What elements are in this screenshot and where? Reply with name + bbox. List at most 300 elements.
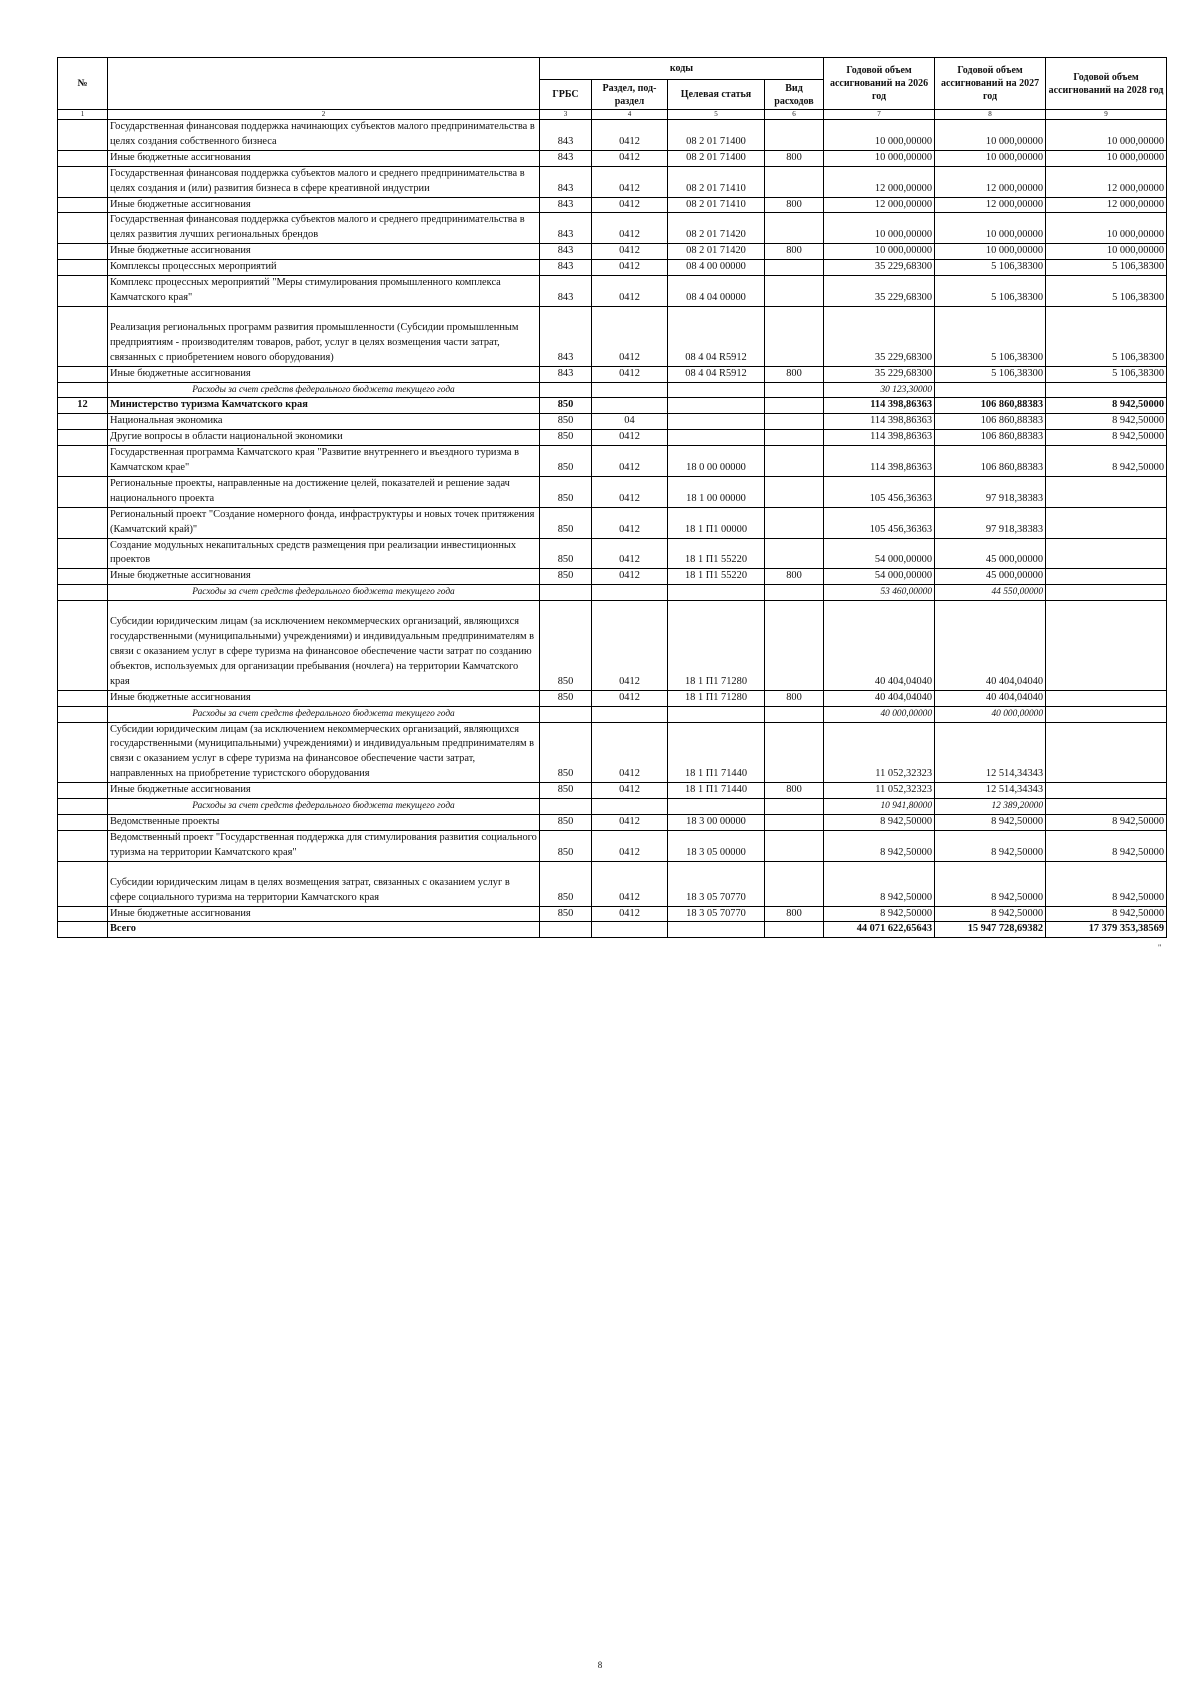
cell-no: [58, 150, 108, 166]
cell-2027: 10 000,00000: [935, 213, 1046, 244]
cell-grbs: [540, 922, 592, 938]
budget-table: [57, 57, 1167, 938]
table-row: [58, 799, 1167, 815]
cell-name: Иные бюджетные ассигнования: [108, 244, 540, 260]
cell-2026: 8 942,50000: [824, 814, 935, 830]
cell-name: Иные бюджетные ассигнования: [108, 150, 540, 166]
col-header-expense-type: Вид расходов: [765, 80, 824, 110]
cell-name: Министерство туризма Камчатского края: [108, 398, 540, 414]
table-row: [58, 260, 1167, 276]
cell-no: [58, 382, 108, 398]
cell-target: 08 2 01 71410: [668, 197, 765, 213]
cell-target: 18 3 05 00000: [668, 830, 765, 861]
table-end-mark: ": [1158, 943, 1162, 952]
cell-2027: 106 860,88383: [935, 414, 1046, 430]
table-body: [58, 120, 1167, 938]
cell-name: Расходы за счет средств федерального бюджета текущего года: [108, 799, 540, 815]
column-number: 3: [540, 110, 592, 120]
cell-name: Иные бюджетные ассигнования: [108, 690, 540, 706]
cell-2027: 5 106,38300: [935, 366, 1046, 382]
cell-2026: 10 000,00000: [824, 244, 935, 260]
cell-2028: [1046, 601, 1167, 691]
cell-section: 0412: [592, 601, 668, 691]
cell-grbs: 843: [540, 166, 592, 197]
col-header-no: №: [58, 58, 108, 110]
table-row: [58, 922, 1167, 938]
cell-no: [58, 861, 108, 906]
cell-section: 0412: [592, 120, 668, 151]
cell-expense-type: [765, 706, 824, 722]
cell-name: Создание модульных некапитальных средств размещения при реализации инвестиционных проектов: [108, 538, 540, 569]
cell-target: 18 1 00 00000: [668, 476, 765, 507]
cell-expense-type: [765, 922, 824, 938]
column-number: 6: [765, 110, 824, 120]
cell-2028: 5 106,38300: [1046, 366, 1167, 382]
cell-expense-type: [765, 414, 824, 430]
cell-target: 18 1 П1 55220: [668, 538, 765, 569]
cell-2026: 44 071 622,65643: [824, 922, 935, 938]
cell-target: [668, 799, 765, 815]
cell-target: 18 1 П1 00000: [668, 507, 765, 538]
cell-expense-type: [765, 814, 824, 830]
cell-2028: 8 942,50000: [1046, 814, 1167, 830]
cell-2027: 45 000,00000: [935, 569, 1046, 585]
cell-grbs: 843: [540, 260, 592, 276]
cell-2028: 8 942,50000: [1046, 861, 1167, 906]
cell-2026: 8 942,50000: [824, 861, 935, 906]
cell-2026: 105 456,36363: [824, 507, 935, 538]
cell-no: [58, 120, 108, 151]
table-row: [58, 430, 1167, 446]
document-page: [57, 57, 1166, 938]
cell-2026: 35 229,68300: [824, 366, 935, 382]
cell-2028: [1046, 690, 1167, 706]
cell-2026: 10 000,00000: [824, 150, 935, 166]
cell-grbs: [540, 585, 592, 601]
cell-2028: 10 000,00000: [1046, 120, 1167, 151]
cell-section: 0412: [592, 722, 668, 783]
cell-2026: 35 229,68300: [824, 276, 935, 307]
cell-name: Государственная программа Камчатского края "Развитие внутреннего и въездного туризма в Камчатском крае": [108, 446, 540, 477]
cell-expense-type: 800: [765, 197, 824, 213]
cell-target: 18 3 05 70770: [668, 861, 765, 906]
cell-section: [592, 398, 668, 414]
cell-2027: 45 000,00000: [935, 538, 1046, 569]
table-row: [58, 244, 1167, 260]
cell-2026: 114 398,86363: [824, 446, 935, 477]
cell-grbs: 850: [540, 861, 592, 906]
cell-grbs: 850: [540, 430, 592, 446]
cell-expense-type: [765, 722, 824, 783]
cell-2026: 10 941,80000: [824, 799, 935, 815]
cell-name: Государственная финансовая поддержка субъектов малого и среднего предпринимательства в целях развития лучших региональных брендов: [108, 213, 540, 244]
column-number: 7: [824, 110, 935, 120]
cell-section: 0412: [592, 507, 668, 538]
cell-section: 0412: [592, 276, 668, 307]
cell-grbs: 850: [540, 507, 592, 538]
col-header-codes: коды: [540, 58, 824, 80]
cell-name: Иные бюджетные ассигнования: [108, 197, 540, 213]
cell-name: Субсидии юридическим лицам (за исключением некоммерческих организаций, являющихся государственными (муниципальными) учреждениями) и индивидуальным предпринимателям в связи с оказанием услуг в сфере туризма на финансовое обеспечение части затрат, направленных на приобретение туристского оборудования: [108, 722, 540, 783]
cell-2027: 97 918,38383: [935, 507, 1046, 538]
cell-2026: 10 000,00000: [824, 120, 935, 151]
cell-2027: 10 000,00000: [935, 244, 1046, 260]
cell-2028: [1046, 538, 1167, 569]
cell-2027: 8 942,50000: [935, 861, 1046, 906]
page-number: 8: [597, 1660, 603, 1670]
cell-2027: 12 000,00000: [935, 166, 1046, 197]
cell-2027: 5 106,38300: [935, 260, 1046, 276]
cell-expense-type: 800: [765, 150, 824, 166]
cell-expense-type: [765, 601, 824, 691]
cell-section: 0412: [592, 690, 668, 706]
cell-no: [58, 197, 108, 213]
cell-2026: 105 456,36363: [824, 476, 935, 507]
cell-2028: [1046, 476, 1167, 507]
table-row: [58, 382, 1167, 398]
cell-grbs: 850: [540, 814, 592, 830]
cell-2028: 8 942,50000: [1046, 830, 1167, 861]
cell-no: [58, 244, 108, 260]
cell-grbs: 843: [540, 150, 592, 166]
cell-2026: 10 000,00000: [824, 213, 935, 244]
cell-target: 18 1 П1 71280: [668, 601, 765, 691]
cell-2027: 12 389,20000: [935, 799, 1046, 815]
table-row: [58, 783, 1167, 799]
cell-2026: 114 398,86363: [824, 398, 935, 414]
cell-2027: 106 860,88383: [935, 430, 1046, 446]
cell-grbs: 843: [540, 120, 592, 151]
cell-no: [58, 276, 108, 307]
cell-2028: 8 942,50000: [1046, 414, 1167, 430]
cell-2028: 5 106,38300: [1046, 276, 1167, 307]
cell-grbs: 850: [540, 830, 592, 861]
cell-target: [668, 414, 765, 430]
cell-no: [58, 830, 108, 861]
cell-no: [58, 799, 108, 815]
cell-no: [58, 906, 108, 922]
cell-target: 18 1 П1 71440: [668, 722, 765, 783]
cell-2027: 10 000,00000: [935, 120, 1046, 151]
cell-2028: 8 942,50000: [1046, 430, 1167, 446]
cell-2027: 12 514,34343: [935, 783, 1046, 799]
cell-no: [58, 538, 108, 569]
cell-section: 0412: [592, 538, 668, 569]
cell-grbs: 850: [540, 906, 592, 922]
cell-target: [668, 585, 765, 601]
cell-expense-type: [765, 585, 824, 601]
cell-no: [58, 585, 108, 601]
cell-grbs: 843: [540, 306, 592, 366]
table-row: [58, 814, 1167, 830]
cell-expense-type: [765, 430, 824, 446]
cell-grbs: [540, 382, 592, 398]
table-row: [58, 538, 1167, 569]
table-row: [58, 197, 1167, 213]
cell-2026: 8 942,50000: [824, 830, 935, 861]
cell-2027: 8 942,50000: [935, 814, 1046, 830]
cell-name: Национальная экономика: [108, 414, 540, 430]
cell-2026: 54 000,00000: [824, 569, 935, 585]
cell-2026: 40 404,04040: [824, 601, 935, 691]
cell-no: [58, 690, 108, 706]
cell-2028: [1046, 799, 1167, 815]
cell-2028: [1046, 706, 1167, 722]
cell-2028: 10 000,00000: [1046, 150, 1167, 166]
cell-2028: 12 000,00000: [1046, 166, 1167, 197]
cell-2027: 10 000,00000: [935, 150, 1046, 166]
cell-section: 0412: [592, 783, 668, 799]
cell-target: 18 1 П1 71280: [668, 690, 765, 706]
cell-2027: [935, 382, 1046, 398]
cell-grbs: 850: [540, 783, 592, 799]
cell-section: 0412: [592, 446, 668, 477]
cell-2026: 12 000,00000: [824, 197, 935, 213]
cell-2028: 8 942,50000: [1046, 446, 1167, 477]
col-header-name: [108, 58, 540, 110]
cell-name: Региональный проект "Создание номерного фонда, инфраструктуры и новых точек притяжения (Камчатский край)": [108, 507, 540, 538]
column-number: 2: [108, 110, 540, 120]
cell-name: Иные бюджетные ассигнования: [108, 366, 540, 382]
cell-name: Государственная финансовая поддержка субъектов малого и среднего предпринимательства в целях создания и (или) развития бизнеса в сфере креативной индустрии: [108, 166, 540, 197]
cell-expense-type: 800: [765, 906, 824, 922]
cell-no: [58, 213, 108, 244]
cell-expense-type: [765, 120, 824, 151]
cell-name: Иные бюджетные ассигнования: [108, 569, 540, 585]
column-number-row: [58, 110, 1167, 120]
col-header-2028: Годовой объем ассигнований на 2028 год: [1046, 58, 1167, 110]
cell-2026: 53 460,00000: [824, 585, 935, 601]
table-row: [58, 722, 1167, 783]
cell-name: Ведомственные проекты: [108, 814, 540, 830]
cell-target: 18 3 00 00000: [668, 814, 765, 830]
cell-expense-type: [765, 398, 824, 414]
cell-target: 08 2 01 71420: [668, 213, 765, 244]
cell-section: 0412: [592, 197, 668, 213]
cell-grbs: 850: [540, 722, 592, 783]
cell-expense-type: 800: [765, 783, 824, 799]
header-row: [58, 58, 1167, 80]
cell-2027: 5 106,38300: [935, 306, 1046, 366]
cell-2027: 12 000,00000: [935, 197, 1046, 213]
cell-name: Региональные проекты, направленные на достижение целей, показателей и решение задач национального проекта: [108, 476, 540, 507]
col-header-2026: Годовой объем ассигнований на 2026 год: [824, 58, 935, 110]
cell-target: 18 3 05 70770: [668, 906, 765, 922]
cell-grbs: 843: [540, 197, 592, 213]
cell-2028: 5 106,38300: [1046, 306, 1167, 366]
cell-expense-type: [765, 166, 824, 197]
cell-2028: [1046, 722, 1167, 783]
column-number: 8: [935, 110, 1046, 120]
cell-section: [592, 382, 668, 398]
table-row: [58, 166, 1167, 197]
column-number: 9: [1046, 110, 1167, 120]
cell-name: Расходы за счет средств федерального бюджета текущего года: [108, 585, 540, 601]
cell-section: 0412: [592, 906, 668, 922]
table-row: [58, 150, 1167, 166]
cell-expense-type: [765, 830, 824, 861]
cell-2028: 8 942,50000: [1046, 398, 1167, 414]
cell-no: [58, 706, 108, 722]
cell-expense-type: [765, 213, 824, 244]
cell-2027: 40 404,04040: [935, 601, 1046, 691]
cell-section: 0412: [592, 476, 668, 507]
cell-expense-type: 800: [765, 366, 824, 382]
cell-grbs: 850: [540, 601, 592, 691]
cell-2026: 114 398,86363: [824, 430, 935, 446]
cell-section: 0412: [592, 814, 668, 830]
table-row: [58, 213, 1167, 244]
cell-target: [668, 922, 765, 938]
cell-grbs: 850: [540, 538, 592, 569]
cell-2026: 12 000,00000: [824, 166, 935, 197]
table-row: [58, 569, 1167, 585]
cell-2027: 40 404,04040: [935, 690, 1046, 706]
cell-section: 04: [592, 414, 668, 430]
cell-2027: 5 106,38300: [935, 276, 1046, 307]
table-row: [58, 585, 1167, 601]
table-row: [58, 507, 1167, 538]
cell-target: [668, 398, 765, 414]
cell-name: Субсидии юридическим лицам (за исключением некоммерческих организаций, являющихся государственными (муниципальными) учреждениями) и индивидуальным предпринимателям в связи с оказанием услуг в сфере туризма на финансовое обеспечение части затрат по созданию объектов, используемых для организации пребывания (ночлега) на территории Камчатского края: [108, 601, 540, 691]
cell-name: Всего: [108, 922, 540, 938]
cell-no: [58, 446, 108, 477]
cell-name: Комплекс процессных мероприятий "Меры стимулирования промышленного комплекса Камчатского края": [108, 276, 540, 307]
table-row: [58, 706, 1167, 722]
cell-grbs: 843: [540, 276, 592, 307]
cell-2026: 40 000,00000: [824, 706, 935, 722]
cell-2026: 54 000,00000: [824, 538, 935, 569]
cell-section: 0412: [592, 366, 668, 382]
cell-target: [668, 706, 765, 722]
cell-2027: 12 514,34343: [935, 722, 1046, 783]
cell-section: 0412: [592, 306, 668, 366]
cell-no: [58, 601, 108, 691]
cell-no: [58, 306, 108, 366]
table-row: [58, 830, 1167, 861]
cell-target: 08 4 04 00000: [668, 276, 765, 307]
cell-section: 0412: [592, 430, 668, 446]
cell-grbs: 850: [540, 569, 592, 585]
cell-2028: 12 000,00000: [1046, 197, 1167, 213]
cell-name: Иные бюджетные ассигнования: [108, 906, 540, 922]
cell-target: [668, 382, 765, 398]
cell-section: 0412: [592, 861, 668, 906]
cell-no: 12: [58, 398, 108, 414]
cell-grbs: 850: [540, 414, 592, 430]
cell-no: [58, 922, 108, 938]
cell-expense-type: [765, 446, 824, 477]
cell-grbs: 850: [540, 398, 592, 414]
cell-2027: 97 918,38383: [935, 476, 1046, 507]
cell-2028: 5 106,38300: [1046, 260, 1167, 276]
cell-target: 08 2 01 71400: [668, 120, 765, 151]
cell-grbs: 850: [540, 476, 592, 507]
cell-2027: 40 000,00000: [935, 706, 1046, 722]
cell-expense-type: 800: [765, 690, 824, 706]
col-header-grbs: ГРБС: [540, 80, 592, 110]
cell-target: 08 4 04 R5912: [668, 306, 765, 366]
cell-section: 0412: [592, 166, 668, 197]
cell-grbs: 843: [540, 213, 592, 244]
cell-target: 18 1 П1 71440: [668, 783, 765, 799]
cell-expense-type: [765, 382, 824, 398]
cell-no: [58, 414, 108, 430]
cell-no: [58, 722, 108, 783]
cell-name: Реализация региональных программ развития промышленности (Субсидии промышленным предприятиям - производителям товаров, работ, услуг в целях возмещения части затрат, связанных с приобретением нового оборудования): [108, 306, 540, 366]
cell-2026: 35 229,68300: [824, 306, 935, 366]
cell-section: [592, 706, 668, 722]
cell-section: 0412: [592, 830, 668, 861]
table-row: [58, 446, 1167, 477]
cell-section: [592, 799, 668, 815]
col-header-target: Целевая статья: [668, 80, 765, 110]
cell-name: Государственная финансовая поддержка начинающих субъектов малого предпринимательства в целях создания собственного бизнеса: [108, 120, 540, 151]
cell-2027: 44 550,00000: [935, 585, 1046, 601]
cell-target: 08 2 01 71400: [668, 150, 765, 166]
cell-expense-type: 800: [765, 244, 824, 260]
cell-no: [58, 166, 108, 197]
cell-no: [58, 430, 108, 446]
cell-expense-type: [765, 799, 824, 815]
cell-2028: [1046, 569, 1167, 585]
cell-2026: 35 229,68300: [824, 260, 935, 276]
cell-section: [592, 922, 668, 938]
table-row: [58, 414, 1167, 430]
cell-no: [58, 260, 108, 276]
cell-section: 0412: [592, 150, 668, 166]
cell-expense-type: [765, 476, 824, 507]
cell-name: Другие вопросы в области национальной экономики: [108, 430, 540, 446]
cell-expense-type: [765, 276, 824, 307]
column-number: 1: [58, 110, 108, 120]
cell-target: 08 4 04 R5912: [668, 366, 765, 382]
cell-name: Расходы за счет средств федерального бюджета текущего года: [108, 382, 540, 398]
cell-no: [58, 814, 108, 830]
cell-grbs: [540, 799, 592, 815]
cell-section: 0412: [592, 569, 668, 585]
col-header-section: Раздел, под-раздел: [592, 80, 668, 110]
cell-grbs: 843: [540, 366, 592, 382]
cell-2026: 40 404,04040: [824, 690, 935, 706]
cell-target: 08 2 01 71420: [668, 244, 765, 260]
cell-2028: 10 000,00000: [1046, 213, 1167, 244]
table-row: [58, 120, 1167, 151]
cell-section: 0412: [592, 213, 668, 244]
cell-name: Комплексы процессных мероприятий: [108, 260, 540, 276]
cell-target: 08 4 00 00000: [668, 260, 765, 276]
cell-grbs: [540, 706, 592, 722]
cell-grbs: 850: [540, 690, 592, 706]
cell-2028: 17 379 353,38569: [1046, 922, 1167, 938]
cell-2027: 15 947 728,69382: [935, 922, 1046, 938]
table-row: [58, 276, 1167, 307]
cell-name: Иные бюджетные ассигнования: [108, 783, 540, 799]
cell-2027: 106 860,88383: [935, 446, 1046, 477]
cell-2026: 11 052,32323: [824, 722, 935, 783]
cell-2028: 10 000,00000: [1046, 244, 1167, 260]
cell-target: 08 2 01 71410: [668, 166, 765, 197]
cell-no: [58, 366, 108, 382]
cell-section: 0412: [592, 244, 668, 260]
column-number: 5: [668, 110, 765, 120]
cell-expense-type: [765, 306, 824, 366]
cell-expense-type: 800: [765, 569, 824, 585]
cell-name: Расходы за счет средств федерального бюджета текущего года: [108, 706, 540, 722]
cell-2028: 8 942,50000: [1046, 906, 1167, 922]
cell-2028: [1046, 585, 1167, 601]
cell-expense-type: [765, 260, 824, 276]
